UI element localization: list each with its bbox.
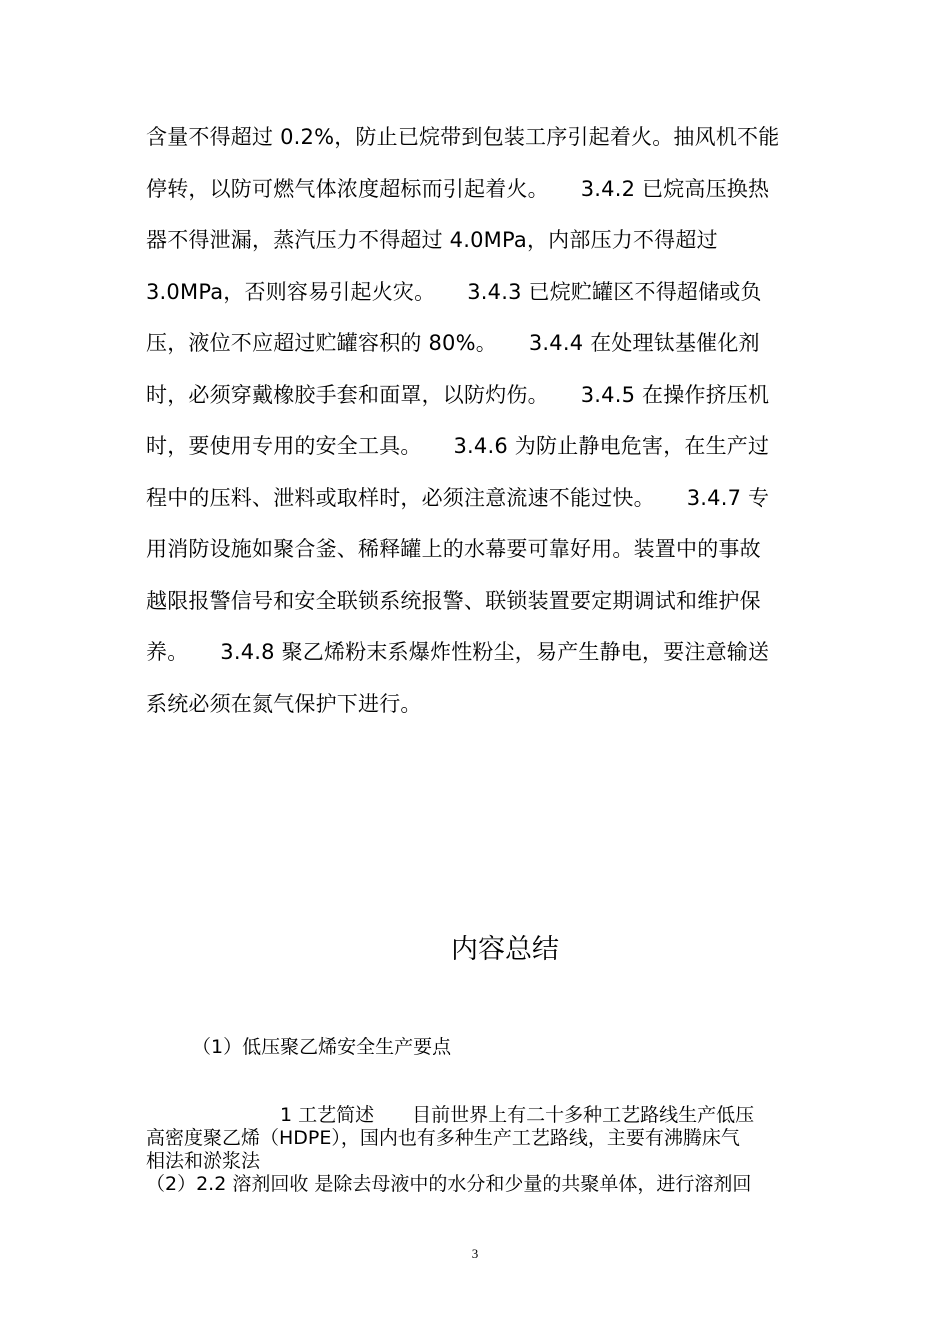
- body-line: 越限报警信号和安全联锁系统报警、联锁装置要定期调试和维护保: [146, 588, 761, 613]
- body-line: 含量不得超过 0.2%，防止已烷带到包装工序引起着火。抽风机不能: [146, 125, 780, 149]
- summary-paragraph: [146, 1104, 816, 1196]
- body-line: 养。 3.4.8 聚乙烯粉末系爆炸性粉尘，易产生静电，要注意输送: [146, 640, 770, 664]
- body-text: [146, 114, 816, 732]
- body-line: 时，要使用专用的安全工具。 3.4.6 为防止静电危害，在生产过: [146, 434, 770, 458]
- page-number: 3: [471, 1246, 479, 1261]
- body-line: 3.0MPa，否则容易引起火灾。 3.4.3 已烷贮罐区不得超储或负: [146, 279, 762, 304]
- body-line: 停转，以防可燃气体浓度超标而引起着火。 3.4.2 已烷高压换热: [146, 176, 770, 201]
- body-line: 器不得泄漏，蒸汽压力不得超过 4.0MPa，内部压力不得超过: [146, 228, 718, 252]
- summary-line: 相法和淤浆法: [146, 1150, 261, 1172]
- body-line: 程中的压料、泄料或取样时，必须注意流速不能过快。 3.4.7 专: [146, 485, 770, 510]
- summary-heading: 内容总结: [451, 934, 559, 965]
- summary-line: （2）2.2 溶剂回收 是除去母液中的水分和少量的共聚单体，进行溶剂回: [146, 1173, 752, 1195]
- summary-line: 1 工艺简述 目前世界上有二十多种工艺路线生产低压: [280, 1104, 755, 1126]
- summary-line: 高密度聚乙烯（HDPE），国内也有多种生产工艺路线，主要有沸腾床气: [146, 1127, 740, 1149]
- body-line: 时，必须穿戴橡胶手套和面罩，以防灼伤。 3.4.5 在操作挤压机: [146, 382, 770, 407]
- body-line: 压，液位不应超过贮罐容积的 80%。 3.4.4 在处理钛基催化剂: [146, 331, 760, 355]
- summary-item-1: （1）低压聚乙烯安全生产要点: [192, 1036, 452, 1058]
- body-line: 用消防设施如聚合釜、稀释罐上的水幕要可靠好用。装置中的事故: [146, 537, 761, 561]
- body-line: 系统必须在氮气保护下进行。: [146, 691, 422, 716]
